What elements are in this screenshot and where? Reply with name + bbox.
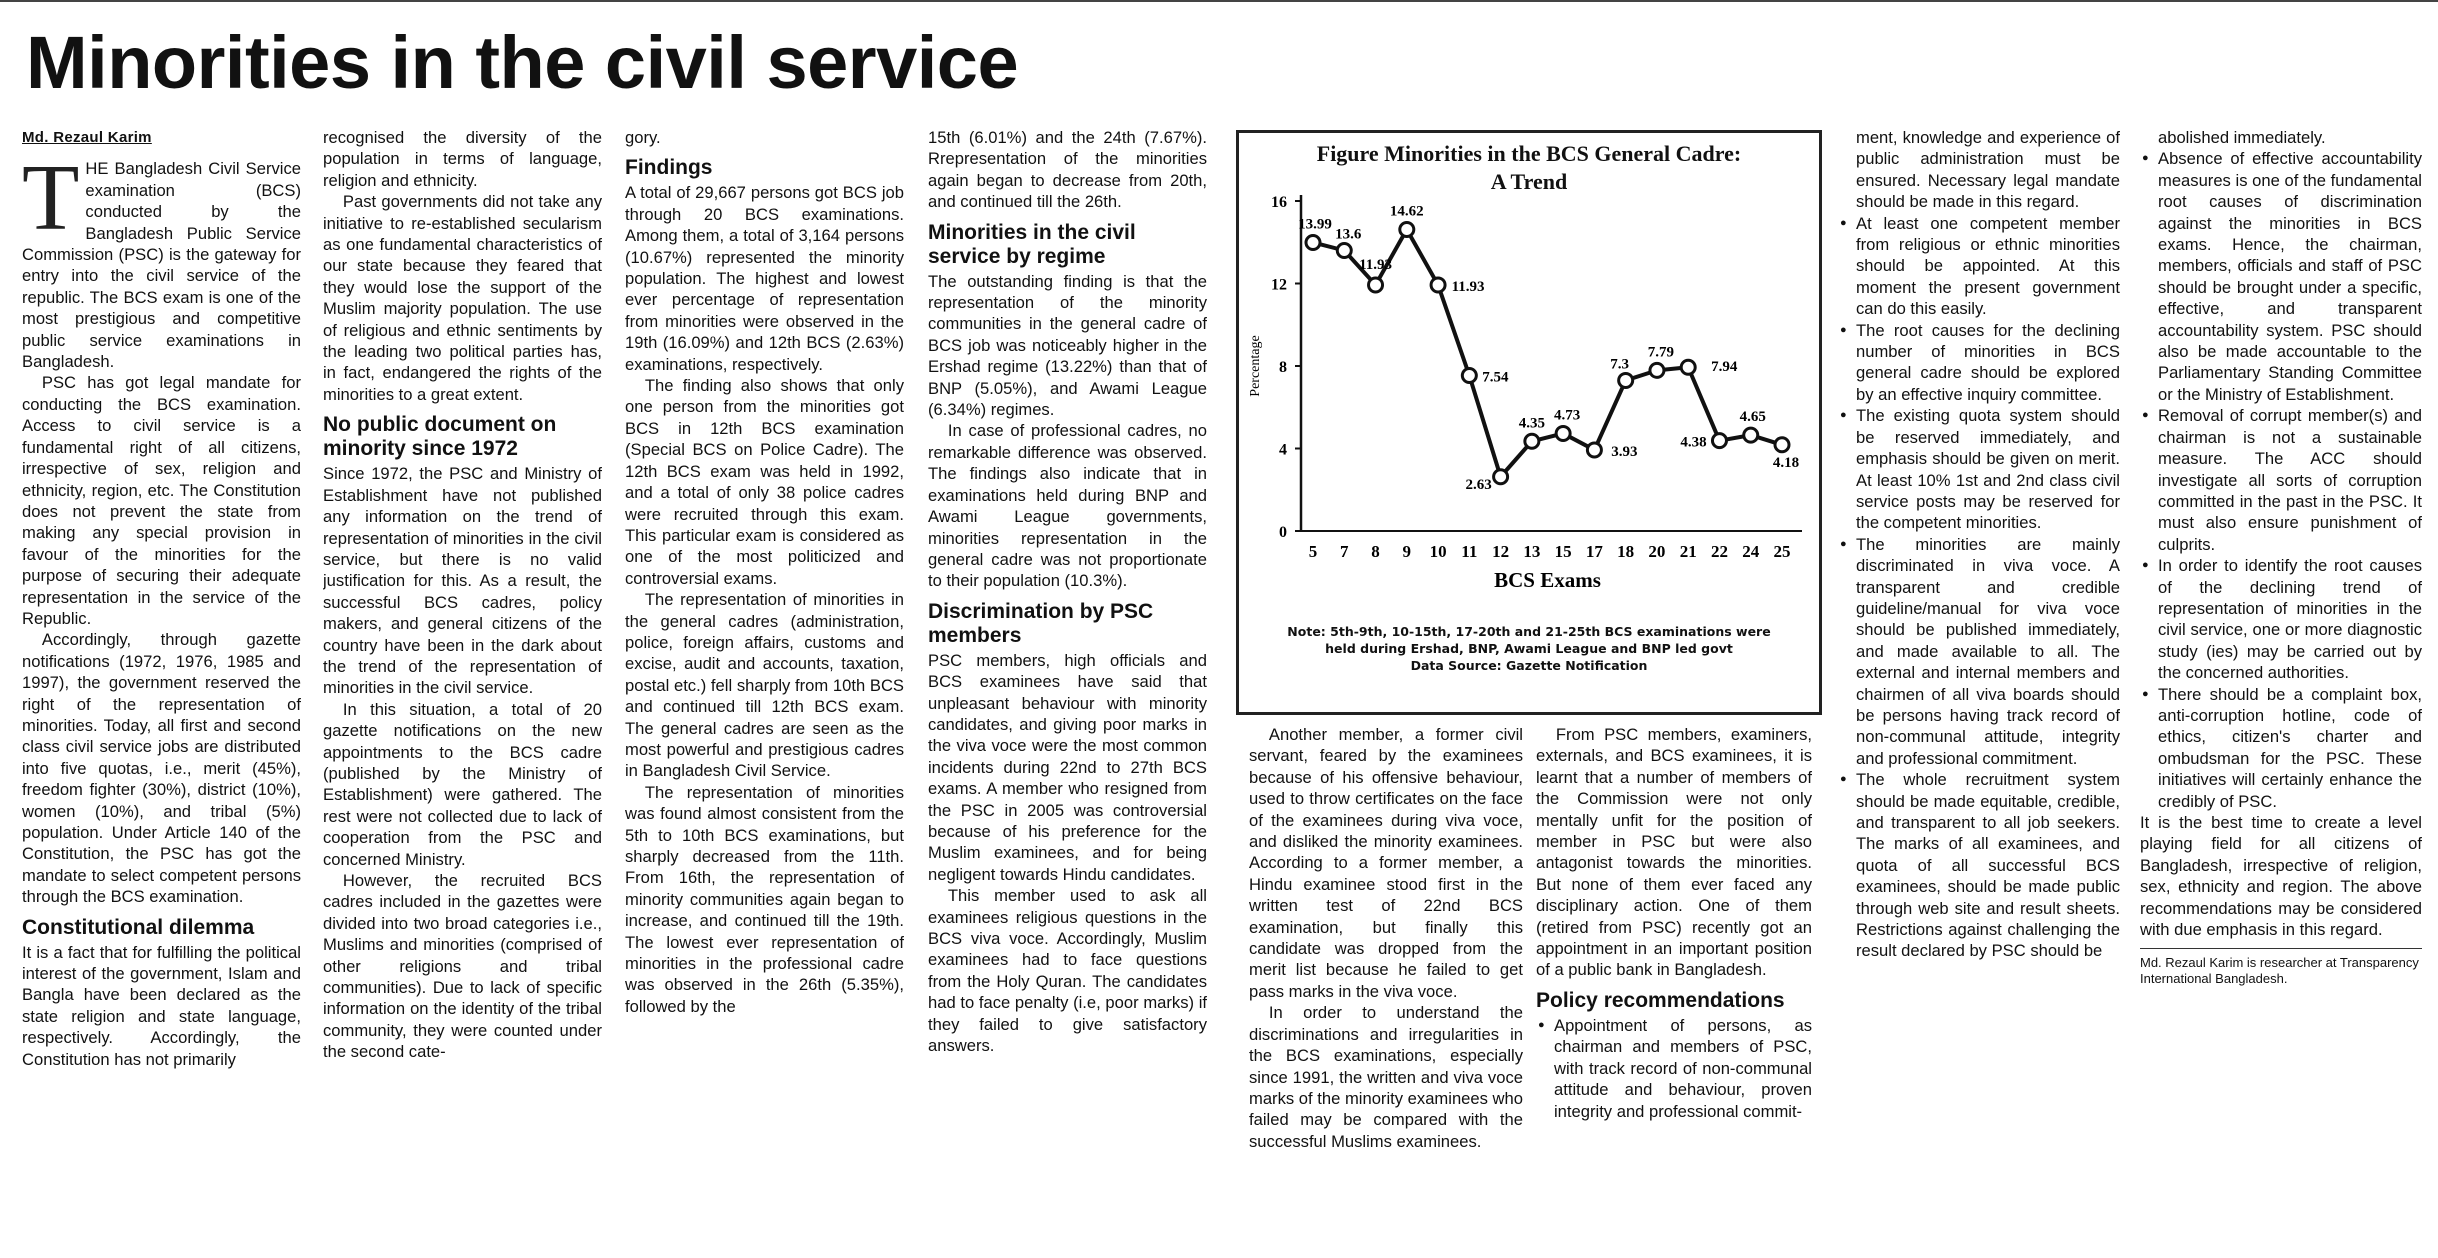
- paragraph: This member used to ask all examinees religious questions in the BCS viva voce. Accordingly, Muslim examinees had to face questions from the Holy Quran. The candidates had to face penalty (i.e, poor marks) if they failed to give satisfactory answers.: [928, 886, 1207, 1056]
- data-point: [1712, 434, 1726, 448]
- byline: Md. Rezaul Karim: [22, 129, 152, 146]
- x-tick-label: 25: [1773, 542, 1791, 561]
- data-label: 7.79: [1647, 344, 1675, 361]
- data-label: 11.93: [1451, 278, 1485, 295]
- x-axis-label: BCS Exams: [1494, 568, 1601, 592]
- data-point: [1431, 278, 1445, 292]
- paragraph: From PSC members, examiners, externals, and BCS examinees, it is learnt that a number of members of the Commission were not only mentally unfit for the position of member in PSC but were also antagonist towards the minorities. But none of them ever faced any disciplinary action. One of them (retired from PSC) recently got an appointment in an important position of a public bank in Bangladesh.: [1536, 725, 1812, 980]
- paragraph: Another member, a former civil servant, feared by the examinees because of his offensive behaviour, used to throw certificates on the face of the examinees during viva voce, and disliked the minority examinees. According to a former member, a Hindu examinee stood first in the written test of 22nd BCS examination, but finally this candidate was dropped from the merit list because he failed to get pass marks in the viva voce.: [1249, 725, 1523, 1001]
- data-label: 2.63: [1465, 476, 1492, 493]
- section-heading: Findings: [625, 156, 713, 180]
- list-item: ● At least one competent member from religious or ethnic minorities should be appointed. At this moment the present government can do this easily.: [1856, 213, 2120, 320]
- y-axis-label: Percentage: [1248, 335, 1263, 397]
- paragraph: The representation of minorities was found almost consistent from the 5th to 10th BCS examinations, but sharply decreased from the 11th. From 16th, the representation of minority communities again began to increase, and continued till the 19th. The lowest ever representation of minorities in the professional cadre was observed in the 26th (5.35%), followed by the: [625, 782, 904, 1016]
- paragraph: It is the best time to create a level playing field for all citizens of Bangladesh, irrespective of religion, sex, ethnicity and region. The above recommendations may be considered with due emphasis in this regard.: [2140, 813, 2422, 940]
- y-tick-label: 8: [1279, 359, 1287, 376]
- data-label: 7.54: [1482, 369, 1509, 386]
- section-heading: No public document on minority since 1972: [323, 413, 557, 461]
- data-point: [1525, 434, 1539, 448]
- list-item: ● The minorities are mainly discriminated in viva voce. A transparent and credible guideline/manual for viva voce should be published immediately, and made available to all. The external and internal members and chairmen of all viva boards should be persons having track record of non-communal attitude, integrity and professional commitment.: [1856, 534, 2120, 769]
- list-item: ● The root causes for the declining number of minorities in BCS general cadre should be explored by an effective inquiry committee.: [1856, 320, 2120, 406]
- data-point: [1306, 235, 1320, 249]
- drop-cap: T: [22, 146, 80, 251]
- section-heading: Minorities in the civil service by regime: [928, 220, 1136, 268]
- data-label: 7.3: [1610, 356, 1630, 373]
- data-point: [1681, 360, 1695, 374]
- data-point: [1462, 368, 1476, 382]
- data-label: 13.6: [1335, 226, 1362, 243]
- x-tick-label: 9: [1402, 542, 1412, 561]
- x-tick-label: 15: [1554, 542, 1572, 561]
- list-item: ● In order to identify the root causes of the declining trend of representation of minorities in the civil service, one or more diagnostic study (ies) may be carried out by the concerned authorities.: [2158, 555, 2422, 683]
- list-item: ● Absence of effective accountability measures is one of the fundamental root causes of discrimination against the minorities in BCS exams. Hence, the chairman, members, officials and staff of PSC should be brought under a specific, effective, and transparent accountability system. PSC should also be made accountable to the Parliamentary Standing Committee or the Ministry of Establishment.: [2158, 148, 2422, 405]
- paragraph: In order to understand the discriminations and irregularities in the BCS examinations, especially since 1991, the written and viva voce marks of the minority examinees who failed may be compared with the successful Muslims examinees.: [1249, 1003, 1523, 1151]
- data-point: [1650, 363, 1664, 377]
- column-2: [323, 127, 602, 1250]
- paragraph: gory.: [625, 128, 661, 147]
- paragraph: However, the recruited BCS cadres included in the gazettes were divided into two broad categories i.e., Muslims and minorities (comprised of other religions and tribal communities). Due to lack of specific information on the identity of the tribal community, they were counted under the second cate-: [323, 871, 602, 1062]
- x-tick-label: 12: [1492, 542, 1510, 561]
- column-8: [2140, 127, 2422, 1250]
- data-label: 11.93: [1359, 256, 1393, 273]
- paragraph: The outstanding finding is that the representation of the minority communities in the general cadre of BCS job was noticeably higher in the Ershad regime (13.22%) than that of BNP (5.05%), and Awami League (6.34%) regimes.: [928, 271, 1207, 420]
- figure-note: [1249, 623, 1809, 674]
- y-tick-label: 16: [1271, 194, 1287, 211]
- figure-subtitle: A Trend: [1490, 169, 1568, 194]
- x-tick-label: 18: [1617, 542, 1635, 561]
- figure-note-line: Data Source: Gazette Notification: [1410, 658, 1648, 673]
- paragraph: HE Bangladesh Civil Service examination (BCS) conducted by the Bangladesh Public Service Commission (PSC) is the gateway for entry into the civil service of the republic. The BCS exam is one of the most prestigious and competitive public service examinations in Bangladesh.: [22, 159, 301, 372]
- paragraph: A total of 29,667 persons got BCS job through 20 BCS examinations. Among them, a total of 3,164 persons (10.67%) represented the minority population. The highest and lowest ever percentage of representation from minorities were observed in the 19th (16.09%) and 12th BCS (2.63%) examinations, respectively.: [625, 183, 904, 374]
- paragraph: The representation of minorities in the general cadres (administration, police, foreign affairs, customs and excise, audit and accounts, taxation, postal etc.) fell sharply from 10th BCS and continued till 12th BCS exam. The general cadres are seen as the most powerful and prestigious cadres in Bangladesh Civil Service.: [625, 590, 904, 781]
- data-point: [1775, 438, 1789, 452]
- list-item: ● The existing quota system should be reserved immediately, and emphasis should be given on merit. At least 10% 1st and 2nd class civil service posts may be reserved for the competent minorities.: [1856, 405, 2120, 533]
- data-point: [1494, 470, 1508, 484]
- data-label: 14.62: [1389, 203, 1424, 220]
- y-tick-label: 12: [1271, 276, 1287, 294]
- column-1: [22, 127, 301, 1250]
- x-tick-label: 22: [1710, 542, 1728, 561]
- top-rule: [0, 0, 2438, 2]
- paragraph: abolished immediately.: [2158, 128, 2326, 147]
- data-point: [1744, 428, 1758, 442]
- paragraph: PSC has got legal mandate for conducting the BCS examination. Access to civil service is a fundamental right of all citizens, irrespective of sex, religion and ethnicity, region, etc. The Constitution does not prevent the state from making any special provision in favour of the minorities for the purpose of securing their adequate representation in the service of the Republic.: [22, 373, 301, 628]
- paragraph: ment, knowledge and experience of public administration must be ensured. Necessary legal mandate should be made in this regard.: [1856, 128, 2120, 212]
- section-heading: Policy recommendations: [1536, 988, 1785, 1012]
- x-tick-label: 24: [1742, 542, 1760, 561]
- paragraph: Accordingly, through gazette notifications (1972, 1976, 1985 and 1997), the government reserved the right of the representation of minorities. Today, all first and second class civil service jobs are distributed into five quotas, i.e., merit (45%), freedom fighter (30%), district (10%), women (10%), and tribal (5%) population. Under Article 140 of the Constitution, the PSC has got the mandate to select competent persons through the BCS examination.: [22, 630, 301, 907]
- x-tick-label: 20: [1648, 542, 1666, 561]
- data-point: [1556, 426, 1570, 440]
- data-point: [1400, 222, 1414, 236]
- y-tick-label: 0: [1279, 524, 1287, 541]
- paragraph: 15th (6.01%) and the 24th (7.67%). Rrepresentation of the minorities again began to decrease from 20th, and continued till the 26th.: [928, 128, 1207, 212]
- paragraph: It is a fact that for fulfilling the political interest of the government, Islam and Bangla have been declared as the state religion and state language, respectively. Accordingly, the Constitution has not primarily: [22, 942, 301, 1069]
- data-label: 4.73: [1554, 407, 1581, 424]
- data-label: 3.93: [1611, 443, 1638, 460]
- column-6: [1536, 724, 1812, 1250]
- list-item: ● The whole recruitment system should be made equitable, credible, and transparent to all job seekers. The marks of all examinees, and quota of all successful BCS examinees, should be made public through web site and result sheets. Restrictions against challenging the result declared by PSC should be: [1856, 769, 2120, 962]
- line-chart: [1239, 191, 1819, 671]
- paragraph: Past governments did not take any initiative to re-established secularism as one fundamental characteristics of our state because they feared that they would lose the support of the Muslim majority population. The use of religious and ethnic sentiments by the leading two political parties has, in fact, endangered the rights of the minorities to a great extent.: [323, 192, 602, 404]
- list-item: ● Appointment of persons, as chairman and members of PSC, with track record of non-communal attitude and behaviour, proven integrity and professional commit-: [1554, 1015, 1812, 1122]
- paragraph: The finding also shows that only one person from the minorities got BCS in 12th BCS examination (Special BCS on Police Cadre). The 12th BCS exam was held in 1992, and a total of only 38 police cadres were recruited through this exam. This particular exam is considered as one of the most politicized and controversial exams.: [625, 376, 904, 588]
- data-label: 4.18: [1772, 454, 1800, 471]
- data-label: 4.35: [1518, 415, 1545, 432]
- data-label: 4.38: [1680, 434, 1707, 451]
- x-tick-label: 7: [1340, 542, 1349, 561]
- figure-note-line: Note: 5th-9th, 10-15th, 17-20th and 21-25th BCS examinations were: [1287, 624, 1771, 639]
- figure-note-line: held during Ershad, BNP, Awami League and BNP led govt: [1325, 641, 1733, 656]
- data-point: [1619, 373, 1633, 387]
- paragraph: recognised the diversity of the population in terms of language, religion and ethnicity.: [323, 128, 602, 190]
- x-tick-label: 8: [1371, 542, 1380, 561]
- x-tick-label: 10: [1429, 542, 1447, 561]
- trend-figure: [1236, 130, 1822, 715]
- x-tick-label: 11: [1461, 542, 1478, 561]
- column-7: [1838, 127, 2120, 1250]
- data-point: [1337, 244, 1351, 258]
- x-tick-label: 21: [1679, 542, 1697, 561]
- x-tick-label: 17: [1585, 542, 1603, 561]
- paragraph: In case of professional cadres, no remarkable difference was observed. The findings also indicate that in examinations held during BNP and Awami League governments, minorities representation in the general cadre was not proportionate to their population (10.3%).: [928, 421, 1207, 591]
- list-item: ● Removal of corrupt member(s) and chairman is not a sustainable measure. The ACC should investigate all sorts of corruption committed in the past in the PSC. It must also ensure punishment of culprits.: [2158, 405, 2422, 555]
- recommendation-list: [1536, 1015, 1812, 1122]
- headline: Minorities in the civil service: [26, 21, 1019, 104]
- recommendation-list: [1838, 213, 2120, 962]
- list-item: ● There should be a complaint box, anti-corruption hotline, code of ethics, citizen's charter and ombudsman for the PSC. These initiatives will certainly enhance the credibly of PSC.: [2158, 684, 2422, 812]
- data-label: 13.99: [1298, 216, 1332, 233]
- section-heading: Discrimination by PSC members: [928, 599, 1154, 647]
- recommendation-list: [2140, 148, 2422, 812]
- x-tick-label: 13: [1523, 542, 1541, 561]
- paragraph: PSC members, high officials and BCS examinees have said that unpleasant behaviour with minority candidates, and giving poor marks in the viva voce were the most common incidents during 22nd to 27th BCS exams. A member who resigned from the PSC in 2005 was controversial because of his preference for the Muslim examinees, and for being negligent towards Hindu candidates.: [928, 650, 1207, 884]
- data-label: 4.65: [1739, 409, 1766, 426]
- data-point: [1369, 278, 1383, 292]
- column-4: [928, 127, 1207, 1250]
- y-tick-label: 4: [1279, 441, 1287, 459]
- data-label: 7.94: [1711, 359, 1738, 376]
- figure-title: Figure Minorities in the BCS General Cadre:: [1316, 141, 1742, 166]
- data-point: [1587, 443, 1601, 457]
- author-note: Md. Rezaul Karim is researcher at Transparency International Bangladesh.: [2140, 948, 2422, 987]
- column-5: [1249, 724, 1523, 1250]
- paragraph: Since 1972, the PSC and Ministry of Establishment have not published any information on the trend of representation of minorities in the civil service, but there is no valid justification for this. As a result, the successful BCS cadres, policy makers, and general citizens of the country have been in the dark about the trend of the representation of minorities in the civil service.: [323, 464, 602, 698]
- x-tick-label: 5: [1308, 542, 1318, 561]
- section-heading: Constitutional dilemma: [22, 915, 255, 939]
- column-3: [625, 127, 904, 1250]
- paragraph: In this situation, a total of 20 gazette notifications on the new appointments to the BCS cadre (published by the Ministry of Establishment) were gathered. The rest were not collected due to lack of cooperation from the PSC and concerned Ministry.: [323, 699, 602, 869]
